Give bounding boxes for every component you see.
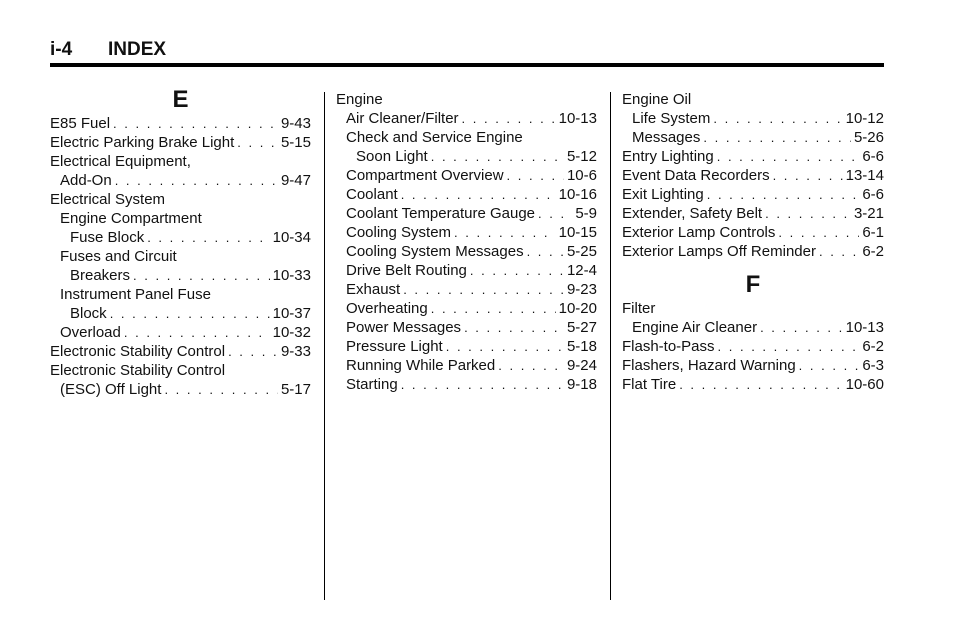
entry-text: Drive Belt Routing [346, 262, 467, 279]
entry-text: Check and Service Engine [346, 129, 523, 146]
index-entry [336, 337, 597, 356]
index-entry [50, 361, 311, 380]
index-entry [50, 133, 311, 152]
index-column-1 [50, 88, 311, 399]
entry-page: 10-60 [845, 376, 884, 393]
entry-text: Add-On [60, 172, 112, 189]
entry-page: 9-47 [280, 172, 311, 189]
index-entry [336, 147, 597, 166]
leader-dots [498, 356, 564, 375]
index-entry [50, 266, 311, 285]
index-entry [622, 147, 884, 166]
leader-dots [760, 318, 843, 337]
entry-text: Pressure Light [346, 338, 443, 355]
entry-page: 5-25 [566, 243, 597, 260]
index-entry [336, 109, 597, 128]
entry-text: Fuses and Circuit [60, 248, 177, 265]
entry-text: Electrical System [50, 191, 166, 208]
entry-page: 10-34 [272, 229, 311, 246]
column-divider [324, 92, 325, 600]
index-entry [50, 323, 311, 342]
entry-text: Soon Light [356, 148, 428, 165]
entry-text: Coolant Temperature Gauge [346, 205, 536, 222]
index-entry [336, 223, 597, 242]
entry-page: 10-12 [845, 110, 884, 127]
leader-dots [403, 280, 564, 299]
index-entry [622, 337, 884, 356]
entry-text: Exterior Lamp Controls [622, 224, 776, 241]
leader-dots [401, 375, 564, 394]
leader-dots [113, 114, 278, 133]
section-letter: F [745, 271, 761, 298]
entry-page: 6-3 [862, 357, 884, 374]
entry-text: Block [70, 305, 107, 322]
index-entry [50, 152, 311, 171]
index-entry [50, 228, 311, 247]
index-entry [622, 318, 884, 337]
entry-text: Exit Lighting [622, 186, 704, 203]
entry-page: 9-23 [566, 281, 597, 298]
leader-dots [237, 133, 278, 152]
entry-text: Fuse Block [70, 229, 145, 246]
entry-text: Overload [60, 324, 121, 341]
index-entry [622, 90, 884, 109]
entry-text: Flat Tire [622, 376, 677, 393]
entry-text: Starting [346, 376, 398, 393]
entry-text: Exterior Lamps Off Reminder [622, 243, 816, 260]
leader-dots [454, 223, 556, 242]
entry-text: Electronic Stability Control [50, 362, 226, 379]
entry-text: Instrument Panel Fuse [60, 286, 211, 303]
leader-dots [115, 171, 278, 190]
index-entry [622, 204, 884, 223]
index-entry [336, 318, 597, 337]
entry-page: 10-37 [272, 305, 311, 322]
entry-text: (ESC) Off Light [60, 381, 162, 398]
leader-dots [446, 337, 564, 356]
leader-dots [773, 166, 843, 185]
index-entry [622, 185, 884, 204]
index-entry [336, 90, 597, 109]
entry-page: 10-16 [558, 186, 597, 203]
leader-dots [431, 147, 564, 166]
index-entry [622, 242, 884, 261]
leader-dots [401, 185, 556, 204]
column-divider [610, 92, 611, 600]
index-entry [622, 128, 884, 147]
leader-dots [507, 166, 564, 185]
leader-dots [431, 299, 556, 318]
page-header [50, 38, 884, 64]
index-entry [336, 185, 597, 204]
leader-dots [147, 228, 269, 247]
entry-page: 6-6 [862, 186, 884, 203]
index-entry [336, 356, 597, 375]
index-entry [336, 128, 597, 147]
leader-dots [470, 261, 564, 280]
entry-page: 5-17 [280, 381, 311, 398]
entry-text: Electronic Stability Control [50, 343, 226, 360]
entry-page: 10-15 [558, 224, 597, 241]
leader-dots [765, 204, 851, 223]
entry-text: E85 Fuel [50, 115, 111, 132]
entry-page: 5-9 [575, 205, 597, 222]
index-entry [336, 166, 597, 185]
page-title: INDEX [108, 39, 167, 60]
entry-text: Flash-to-Pass [622, 338, 715, 355]
index-entry [50, 342, 311, 361]
index-entry [50, 114, 311, 133]
entry-text: Life System [632, 110, 711, 127]
index-entry [336, 375, 597, 394]
leader-dots [228, 342, 278, 361]
entry-page: 10-32 [272, 324, 311, 341]
entry-text: Power Messages [346, 319, 462, 336]
index-column-3 [622, 90, 884, 394]
index-entry [336, 242, 597, 261]
entry-text: Event Data Recorders [622, 167, 770, 184]
entry-text: Engine Air Cleaner [632, 319, 758, 336]
leader-dots [110, 304, 270, 323]
index-entry [50, 304, 311, 323]
entry-page: 3-21 [853, 205, 884, 222]
entry-page: 6-2 [862, 243, 884, 260]
entry-page: 10-13 [845, 319, 884, 336]
entry-text: Flashers, Hazard Warning [622, 357, 796, 374]
section-letter: E [172, 86, 189, 113]
entry-page: 9-24 [566, 357, 597, 374]
entry-page: 9-33 [280, 343, 311, 360]
index-entry [336, 261, 597, 280]
index-entry [336, 280, 597, 299]
entry-page: 5-15 [280, 134, 311, 151]
entry-text: Electric Parking Brake Light [50, 134, 235, 151]
entry-page: 10-33 [272, 267, 311, 284]
entry-text: Engine Compartment [60, 210, 202, 227]
leader-dots [464, 318, 564, 337]
entry-text: Engine [336, 91, 383, 108]
entry-text: Cooling System Messages [346, 243, 524, 260]
index-entry [622, 356, 884, 375]
entry-text: Compartment Overview [346, 167, 504, 184]
entry-text: Engine Oil [622, 91, 692, 108]
entry-text: Air Cleaner/Filter [346, 110, 459, 127]
leader-dots [778, 223, 859, 242]
leader-dots [133, 266, 270, 285]
leader-dots [124, 323, 270, 342]
index-entry [336, 204, 597, 223]
leader-dots [717, 147, 860, 166]
entry-text: Electrical Equipment, [50, 153, 191, 170]
entry-text: Breakers [70, 267, 131, 284]
entry-text: Extender, Safety Belt [622, 205, 763, 222]
entry-page: 10-6 [566, 167, 597, 184]
entry-text: Filter [622, 300, 656, 317]
entry-text: Coolant [346, 186, 398, 203]
leader-dots [164, 380, 278, 399]
entry-page: 9-43 [280, 115, 311, 132]
entry-page: 6-1 [862, 224, 884, 241]
entry-page: 10-20 [558, 300, 597, 317]
index-entry [622, 109, 884, 128]
entry-text: Entry Lighting [622, 148, 714, 165]
entry-text: Exhaust [346, 281, 401, 298]
leader-dots [713, 109, 842, 128]
entry-page: 5-27 [566, 319, 597, 336]
index-entry [622, 375, 884, 394]
entry-text: Overheating [346, 300, 428, 317]
entry-page: 5-26 [853, 129, 884, 146]
entry-page: 6-2 [862, 338, 884, 355]
entry-text: Messages [632, 129, 701, 146]
entry-text: Cooling System [346, 224, 452, 241]
entry-page: 6-6 [862, 148, 884, 165]
leader-dots [527, 242, 564, 261]
index-entry [50, 190, 311, 209]
entry-page: 10-13 [558, 110, 597, 127]
entry-page: 9-18 [566, 376, 597, 393]
header-rule [50, 63, 884, 67]
leader-dots [538, 204, 572, 223]
index-entry [622, 223, 884, 242]
leader-dots [819, 242, 859, 261]
index-entry [50, 209, 311, 228]
index-entry [50, 247, 311, 266]
index-entry [50, 285, 311, 304]
entry-page: 5-12 [566, 148, 597, 165]
leader-dots [718, 337, 860, 356]
leader-dots [707, 185, 860, 204]
index-entry [50, 171, 311, 190]
index-entry [50, 380, 311, 399]
entry-page: 5-18 [566, 338, 597, 355]
index-column-2 [336, 90, 597, 394]
leader-dots [703, 128, 851, 147]
leader-dots [462, 109, 556, 128]
index-entry [622, 299, 884, 318]
entry-page: 13-14 [845, 167, 884, 184]
index-entry [622, 166, 884, 185]
page-number: i-4 [50, 39, 73, 60]
leader-dots [679, 375, 842, 394]
entry-page: 12-4 [566, 262, 597, 279]
entry-text: Running While Parked [346, 357, 496, 374]
leader-dots [799, 356, 860, 375]
index-entry [336, 299, 597, 318]
